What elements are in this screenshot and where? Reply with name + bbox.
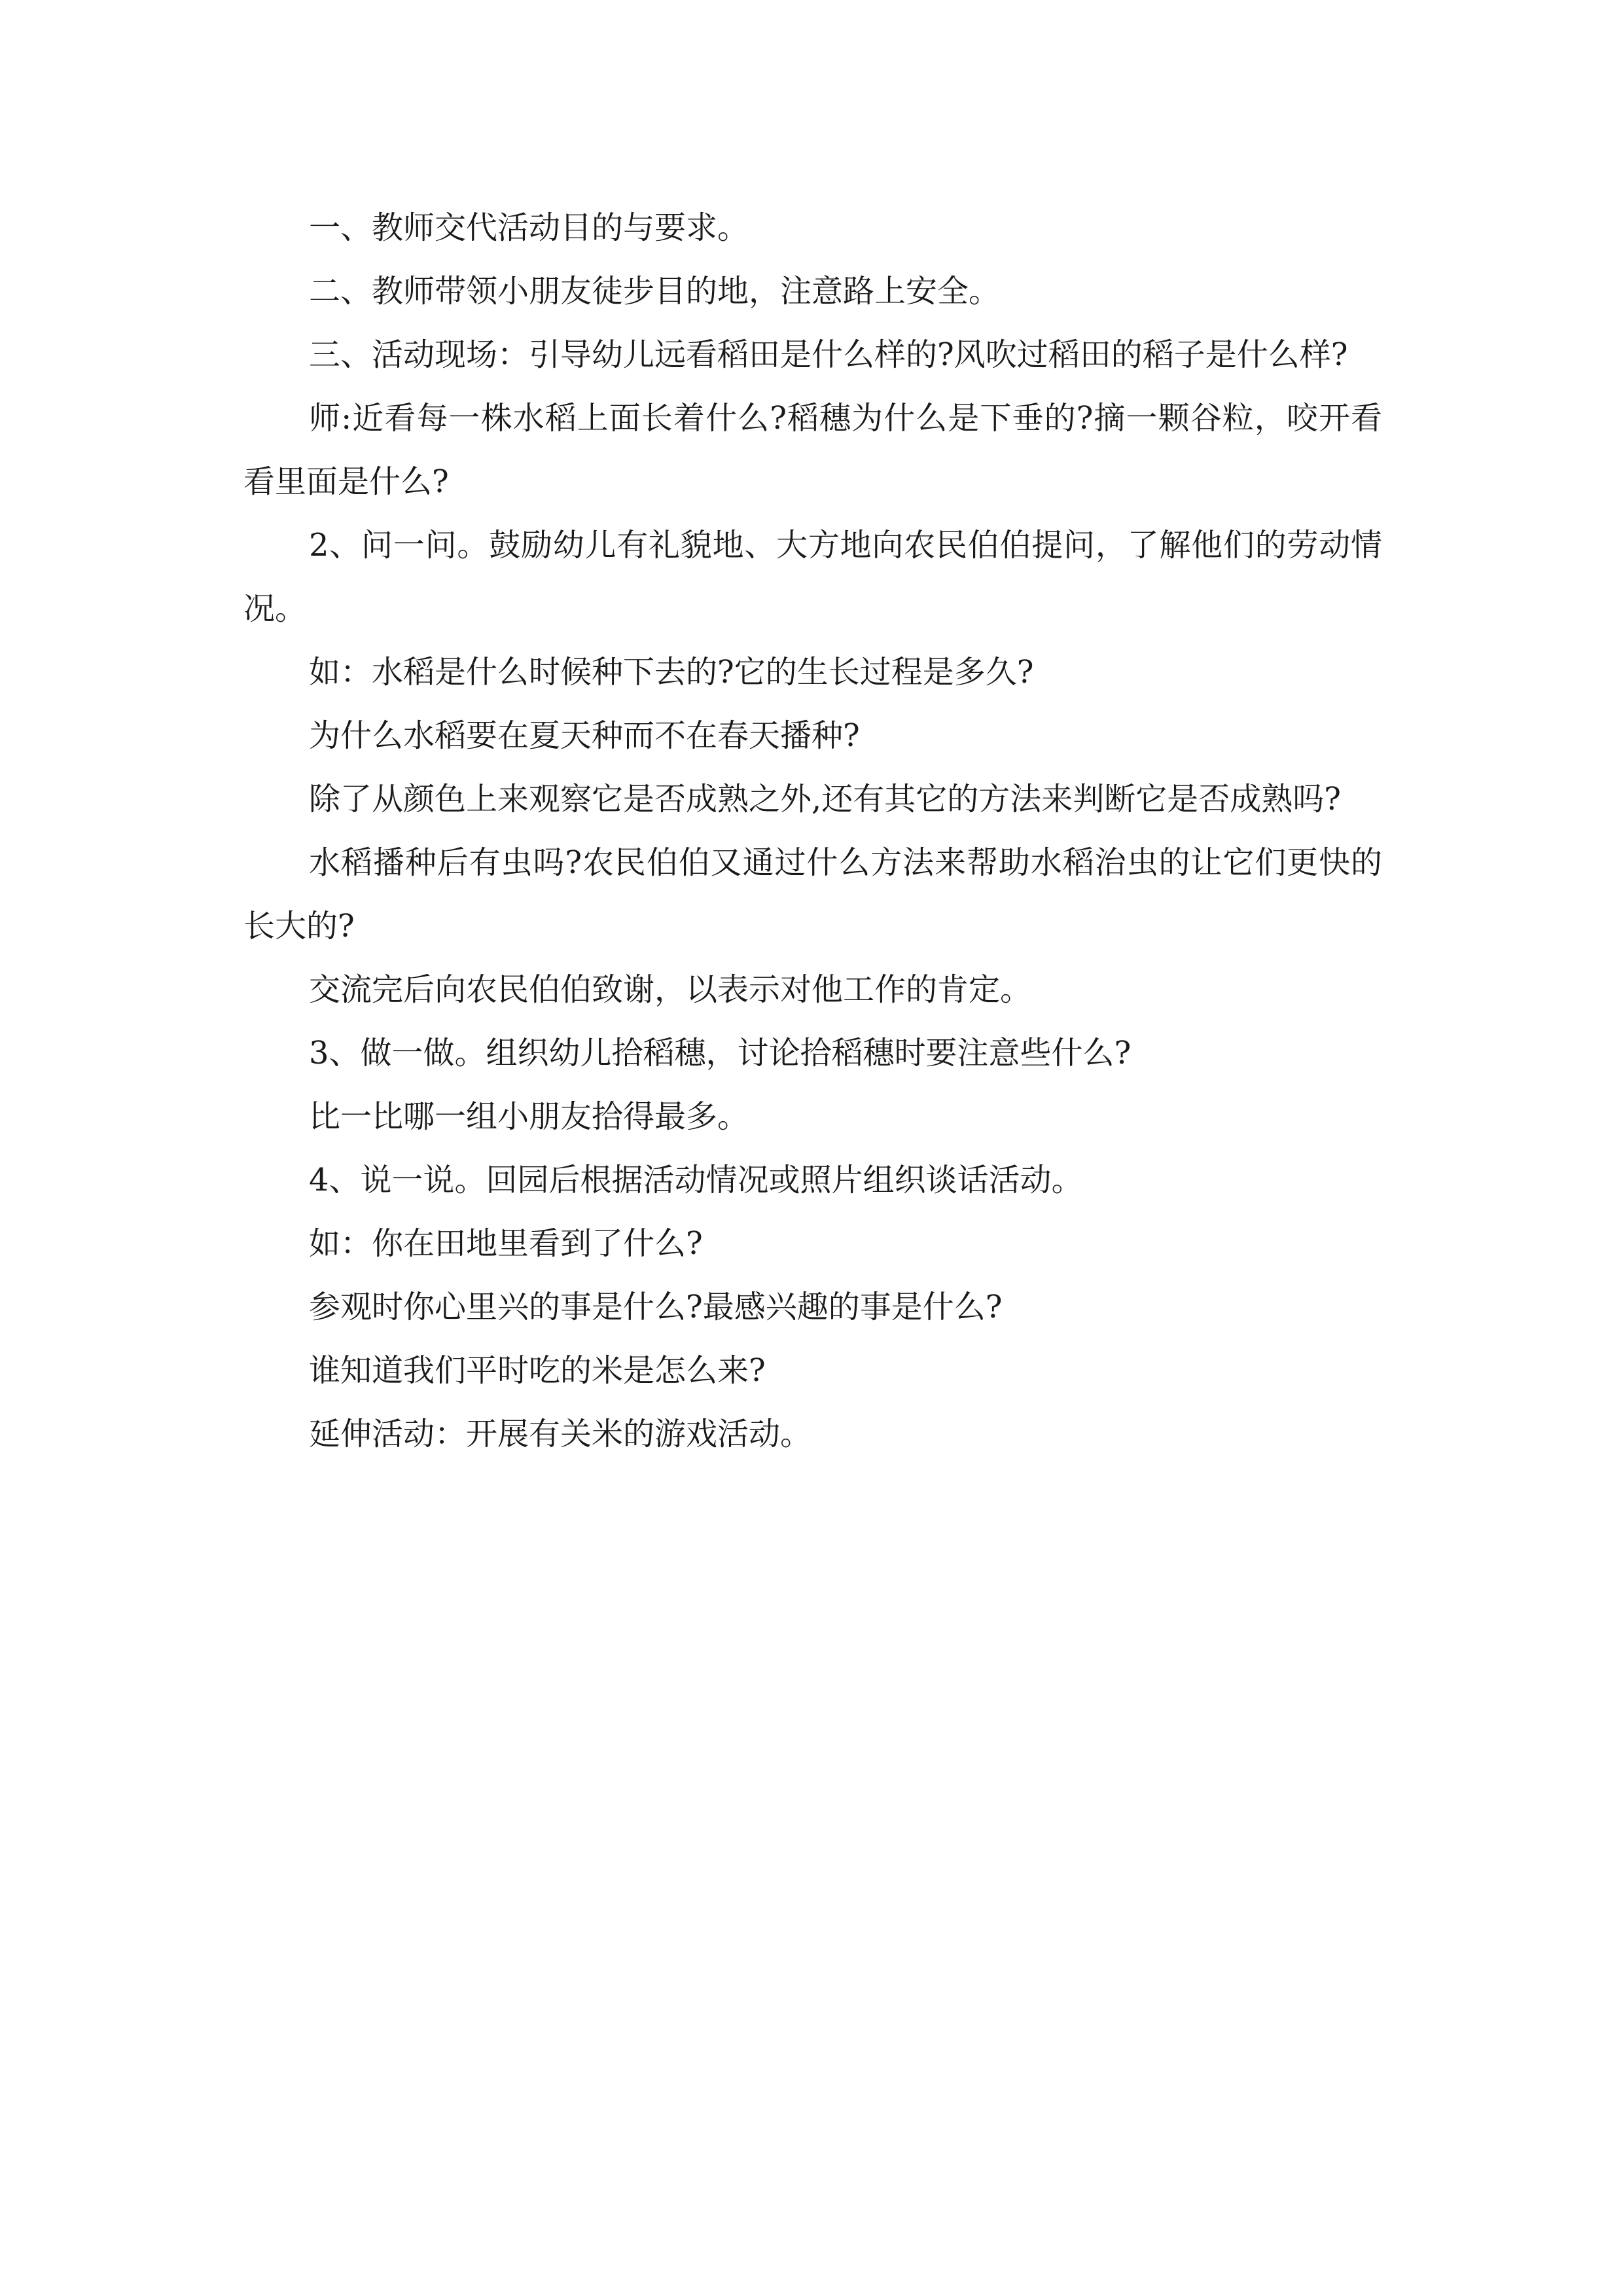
- paragraph: 4、说一说。回园后根据活动情况或照片组织谈话活动。: [309, 1162, 1083, 1198]
- paragraph: 二、教师带领小朋友徒步目的地，注意路上安全。: [309, 273, 1001, 310]
- paragraph: 三、活动现场：引导幼儿远看稻田是什么样的?风吹过稻田的稻子是什么样?: [309, 336, 1348, 373]
- paragraph: 2、问一问。鼓励幼儿有礼貌地、大方地向农民伯伯提问，了解他们的劳动情况。: [243, 527, 1382, 627]
- paragraph: 除了从颜色上来观察它是否成熟之外,还有其它的方法来判断它是否成熟吗?: [309, 781, 1341, 817]
- paragraph: 如：你在田地里看到了什么?: [309, 1225, 703, 1262]
- paragraph: 交流完后向农民伯伯致谢，以表示对他工作的肯定。: [309, 971, 1032, 1008]
- paragraph: 水稻播种后有虫吗?农民伯伯又通过什么方法来帮助水稻治虫的让它们更快的长大的?: [243, 844, 1382, 944]
- paragraph: 如：水稻是什么时候种下去的?它的生长过程是多久?: [309, 654, 1034, 691]
- paragraph: 延伸活动：开展有关米的游戏活动。: [309, 1416, 812, 1452]
- document-body: [243, 196, 1382, 1466]
- paragraph: 师:近看每一株水稻上面长着什么?稻穗为什么是下垂的?摘一颗谷粒，咬开看看里面是什么?: [243, 400, 1382, 500]
- paragraph: 参观时你心里兴的事是什么?最感兴趣的事是什么?: [309, 1289, 1003, 1325]
- paragraph: 比一比哪一组小朋友拾得最多。: [309, 1098, 749, 1135]
- paragraph: 为什么水稻要在夏天种而不在春天播种?: [309, 717, 860, 754]
- paragraph: 一、教师交代活动目的与要求。: [309, 209, 749, 246]
- paragraph: 谁知道我们平时吃的米是怎么来?: [309, 1352, 766, 1389]
- paragraph: 3、做一做。组织幼儿拾稻穗，讨论拾稻穗时要注意些什么?: [309, 1035, 1132, 1071]
